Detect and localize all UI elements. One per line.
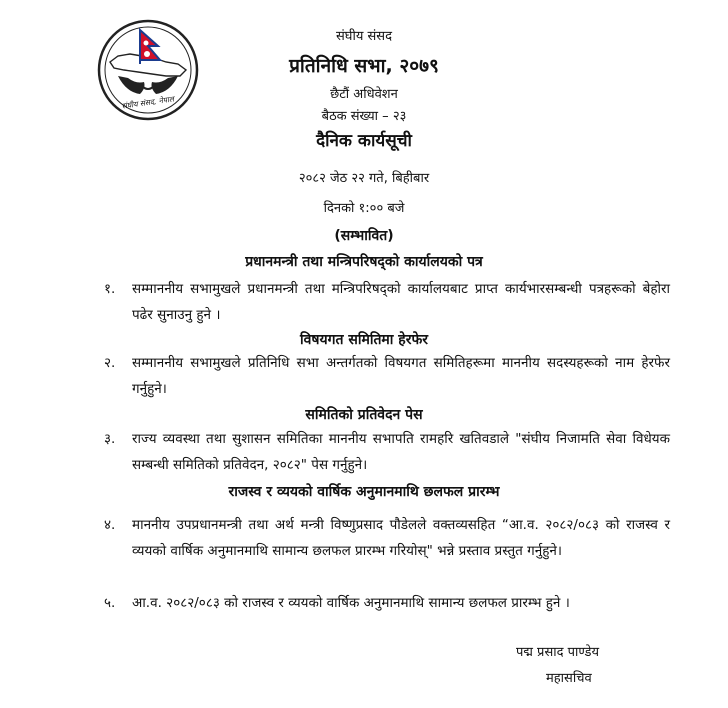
agenda-item [104,426,670,478]
agenda-item-number: १. [104,281,116,297]
agenda-item [104,276,670,328]
house-title: प्रतिनिधि सभा, २०७९ [289,55,439,77]
agenda-item [104,512,670,564]
agenda-item-number: ३. [104,431,116,447]
agenda-item-text: सम्माननीय सभामुखले प्रतिनिधि सभा अन्तर्गतको विषयगत समितिहरूमा माननीय सदस्यहरूको नाम हेरफेर गर्नुहुने। [132,355,670,397]
agenda-item [104,350,670,402]
section-heading: समितिको प्रतिवेदन पेस [305,407,423,423]
tentative-label: (सम्भावित) [334,228,394,244]
agenda-item-number: ५. [104,595,116,611]
section-heading: प्रधानमन्त्री तथा मन्त्रिपरिषद्को कार्यालयको पत्र [245,254,483,270]
emblem-caption: संघीय संसद, नेपाल [121,94,175,111]
agenda-item-number: ४. [104,517,116,533]
agenda-item-text: आ.व. २०८२/०८३ को राजस्व र व्ययको वार्षिक अनुमानमाथि सामान्य छलफल प्रारम्भ हुने । [132,595,570,611]
page-title: दैनिक कार्यसूची [316,131,412,151]
session-label: छैटौं अधिवेशन [330,87,398,102]
agenda-item-text: सम्माननीय सभामुखले प्रधानमन्त्री तथा मन्त्रिपरिषद्को कार्यालयबाट प्राप्त कार्यभारसम्बन्धी पत्रहरूको बेहोरा पढेर सुनाउनु हुने । [132,281,670,323]
section-heading: विषयगत समितिमा हेरफेर [300,332,428,348]
agenda-item-text: राज्य व्यवस्था तथा सुशासन समितिका माननीय सभापति रामहरि खतिवडाले "संघीय निजामति सेवा विधेयक सम्बन्धी समितिको प्रतिवेदन, २०८२" पेस गर्नुहुने। [132,431,670,473]
meeting-time: दिनको १:०० बजे [323,201,405,216]
meeting-number: बैठक संख्या – २३ [321,109,407,124]
meeting-date: २०८२ जेठ २२ गते, बिहीबार [298,171,430,186]
agenda-item [104,590,670,616]
signatory-title: महासचिव [546,671,592,686]
section-heading: राजस्व र व्ययको वार्षिक अनुमानमाथि छलफल प्रारम्भ [228,484,500,500]
agenda-item-number: २. [104,355,116,371]
agenda-item-text: माननीय उपप्रधानमन्त्री तथा अर्थ मन्त्री विष्णुप्रसाद पौडेलले वक्तव्यसहित “आ.व. २०८२/०८३ को राजस्व र व्ययको वार्षिक अनुमानमाथि सामान्य छलफल प्रारम्भ गरियोस्" भन्ने प्रस्ताव प्रस्तुत गर्नुहुने। [132,517,670,559]
org-name: संघीय संसद [336,29,392,44]
signatory-name: पद्म प्रसाद पाण्डेय [516,645,600,660]
